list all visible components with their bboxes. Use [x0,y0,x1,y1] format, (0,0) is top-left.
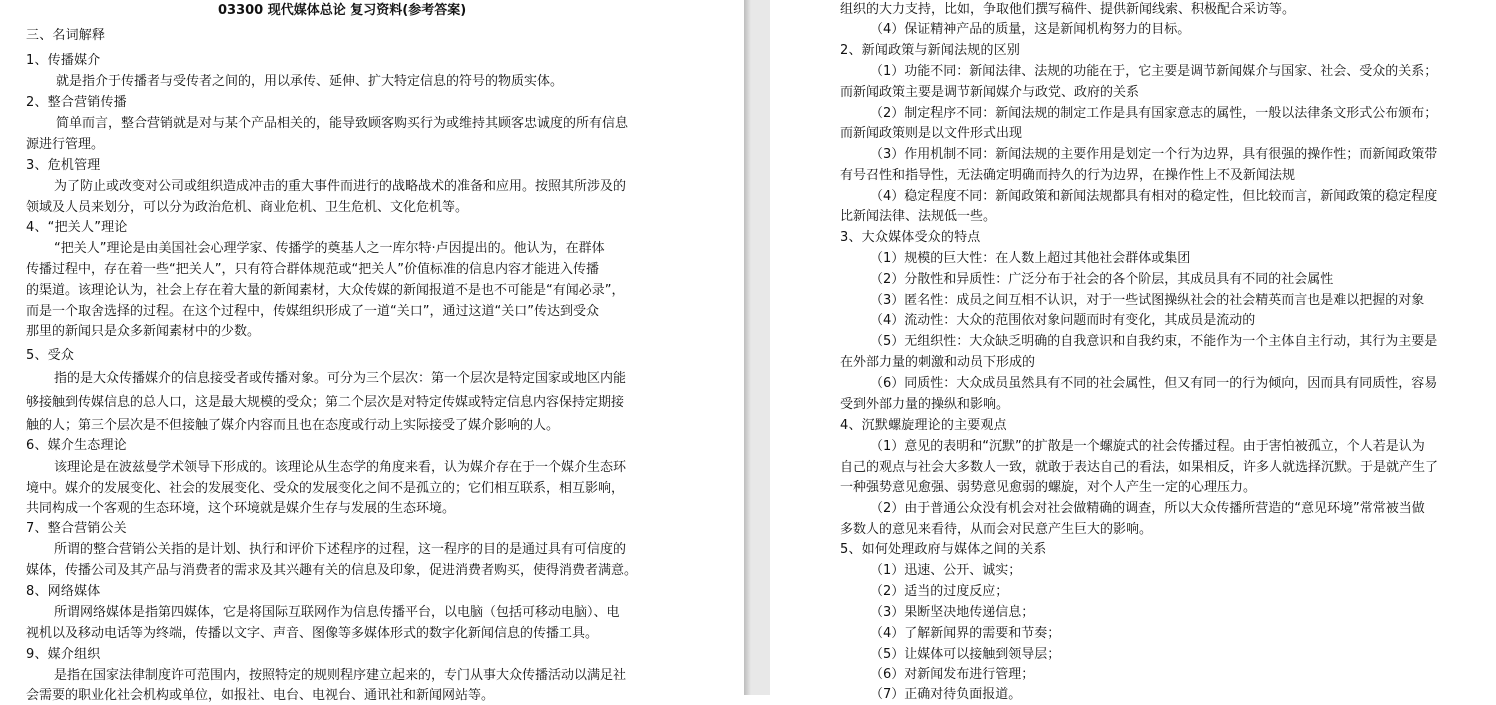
paragraph-line: 简单而言，整合营销就是对与某个产品相关的，能导致顾客购买行为或维持其顾客忠诚度的所有信息 [56,116,629,131]
list-item: （1）迅速、公开、诚实； [870,563,1022,578]
right-document-page [770,0,1496,702]
list-item: （6）同质性：大众成员虽然具有不同的社会属性，但又有同一的行为倾向，因而具有同质性，容易 [870,376,1438,391]
term-heading: 8、网络媒体 [26,584,101,599]
paragraph-line: 而新闻政策则是以文件形式出现 [840,126,1023,141]
paragraph-line: 在外部力量的刺激和动员下形成的 [840,355,1036,370]
paragraph-line: 是指在国家法律制度许可范围内，按照特定的规则程序建立起来的，专门从事大众传播活动以满足社 [54,668,627,683]
paragraph-line: 视机以及移动电话等为终端，传播以文字、声音、图像等多媒体形式的数字化新闻信息的传播工具。 [26,626,599,641]
list-item: （4）稳定程度不同：新闻政策和新闻法规都具有相对的稳定性，但比较而言，新闻政策的稳定程度 [870,189,1438,204]
paragraph-line: 而新闻政策主要是调节新闻媒介与政党、政府的关系 [840,85,1140,100]
paragraph-line: 就是指介于传播者与受传者之间的，用以承传、延伸、扩大特定信息的符号的物质实体。 [56,74,564,89]
list-item: （1）功能不同：新闻法律、法规的功能在于，它主要是调节新闻媒介与国家、社会、受众的关系； [870,64,1438,79]
question-heading: 3、大众媒体受众的特点 [840,230,981,245]
document-title: 03300 现代媒体总论 复习资料(参考答案) [218,3,467,18]
paragraph-line: 所谓网络媒体是指第四媒体，它是将国际互联网作为信息传播平台，以电脑（包括可移动电脑）、电 [54,605,620,620]
paragraph-line: 领域及人员来划分，可以分为政治危机、商业危机、卫生危机、文化危机等。 [26,200,469,215]
list-item: （7）正确对待负面报道。 [870,687,1022,702]
list-item: （4）了解新闻界的需要和节奏； [870,626,1061,641]
paragraph-line: 共同构成一个客观的生态环境，这个环境就是媒介生存与发展的生态环境。 [26,501,456,516]
list-item: （5）无组织性：大众缺乏明确的自我意识和自我约束，不能作为一个主体自主行动，其行为主要是 [870,334,1438,349]
list-item: （1）意见的表明和“沉默”的扩散是一个螺旋式的社会传播过程。由于害怕被孤立，个人若是认为 [870,439,1425,454]
paragraph-line: 触的人；第三个层次是不但接触了媒介内容而且也在态度或行动上实际接受了媒介影响的人。 [26,418,560,433]
paragraph-line: “把关人”理论是由美国社会心理学家、传播学的奠基人之一库尔特·卢因提出的。他认为，在群体 [54,241,605,256]
list-item: （5）让媒体可以接触到领导层； [870,647,1061,662]
question-heading: 4、沉默螺旋理论的主要观点 [840,418,1007,433]
list-item: （2）制定程序不同：新闻法规的制定工作是具有国家意志的属性，一般以法律条文形式公布颁布； [870,106,1438,121]
term-heading: 1、传播媒介 [26,53,101,68]
left-document-page [0,0,744,703]
term-heading: 3、危机管理 [26,158,101,173]
section-heading: 三、名词解释 [26,28,106,43]
question-heading: 2、新闻政策与新闻法规的区别 [840,43,1021,58]
paragraph-line: 一种强势意见愈强、弱势意见愈弱的螺旋，对个人产生一定的心理压力。 [840,480,1257,495]
paragraph-line: 组织的大力支持，比如，争取他们撰写稿件、提供新闻线索、积极配合采访等。 [840,2,1296,17]
paragraph-line: 而是一个取舍选择的过程。在这个过程中，传媒组织形成了一道“关口”，通过这道“关口”传达到受众 [26,304,599,319]
list-item: （3）果断坚决地传递信息； [870,605,1035,620]
term-heading: 4、“把关人”理论 [26,220,128,235]
paragraph-line: 受到外部力量的操纵和影响。 [840,397,1010,412]
paragraph-line: 源进行管理。 [26,137,105,152]
paragraph-line: 所谓的整合营销公关指的是计划、执行和评价下述程序的过程，这一程序的目的是通过具有可信度的 [54,542,627,557]
paragraph-line: 为了防止或改变对公司或组织造成冲击的重大事件而进行的战略战术的准备和应用。按照其所涉及的 [54,179,627,194]
paragraph-line: 指的是大众传播媒介的信息接受者或传播对象。可分为三个层次：第一个层次是特定国家或地区内能 [54,371,627,386]
term-heading: 9、媒介组织 [26,647,101,662]
list-item: （2）分散性和异质性：广泛分布于社会的各个阶层，其成员具有不同的社会属性 [870,272,1334,287]
paragraph-line: 多数人的意见来看待，从而会对民意产生巨大的影响。 [840,522,1153,537]
paragraph-line: 该理论是在波兹曼学术领导下形成的。该理论从生态学的角度来看，认为媒介存在于一个媒介生态环 [54,460,627,475]
list-item: （2）适当的过度反应； [870,584,1009,599]
list-item: （3）匿名性：成员之间互相不认识，对于一些试图操纵社会的社会精英而言也是难以把握的对象 [870,293,1425,308]
list-item: （6）对新闻发布进行管理； [870,667,1035,682]
paragraph-line: 的渠道。该理论认为，社会上存在着大量的新闻素材，大众传媒的新闻报道不是也不可能是“有闻必录”， [26,283,625,298]
page-gap [744,0,770,695]
term-heading: 5、受众 [26,348,75,363]
term-heading: 2、整合营销传播 [26,95,127,110]
paragraph-line: 会需要的职业化社会机构或单位，如报社、电台、电视台、通讯社和新闻网站等。 [26,688,495,703]
term-heading: 7、整合营销公关 [26,521,127,536]
question-heading: 5、如何处理政府与媒体之间的关系 [840,542,1047,557]
paragraph-line: 传播过程中，存在着一些“把关人”，只有符合群体规范或“把关人”价值标准的信息内容才能进入传播 [26,262,599,277]
paragraph-line: 够接触到传媒信息的总人口，这是最大规模的受众；第二个层次是对特定传媒或特定信息内容保持定期接 [26,395,625,410]
paragraph-line: 媒体，传播公司及其产品与消费者的需求及其兴趣有关的信息及印象，促进消费者购买，使得消费者满意。 [26,563,638,578]
list-item: （4）流动性：大众的范围依对象问题而时有变化，其成员是流动的 [870,313,1256,328]
list-item: （4）保证精神产品的质量，这是新闻机构努力的目标。 [870,22,1191,37]
list-item: （3）作用机制不同：新闻法规的主要作用是划定一个行为边界，具有很强的操作性；而新闻政策带 [870,147,1438,162]
list-item: （1）规模的巨大性：在人数上超过其他社会群体或集团 [870,251,1191,266]
term-heading: 6、媒介生态理论 [26,438,127,453]
list-item: （2）由于普通公众没有机会对社会做精确的调查，所以大众传播所营造的“意见环境”常常被当做 [870,501,1425,516]
paragraph-line: 有号召性和指导性，无法确定明确而持久的行为边界，在操作性上不及新闻法规 [840,168,1296,183]
paragraph-line: 比新闻法律、法规低一些。 [840,209,997,224]
paragraph-line: 境中。媒介的发展变化、社会的发展变化、受众的发展变化之间不是孤立的；它们相互联系，相互影响， [26,481,625,496]
paragraph-line: 自己的观点与社会大多数人一致，就敢于表达自己的看法，如果相反，许多人就选择沉默。于是就产生了 [840,460,1439,475]
paragraph-line: 那里的新闻只是众多新闻素材中的少数。 [26,324,261,339]
